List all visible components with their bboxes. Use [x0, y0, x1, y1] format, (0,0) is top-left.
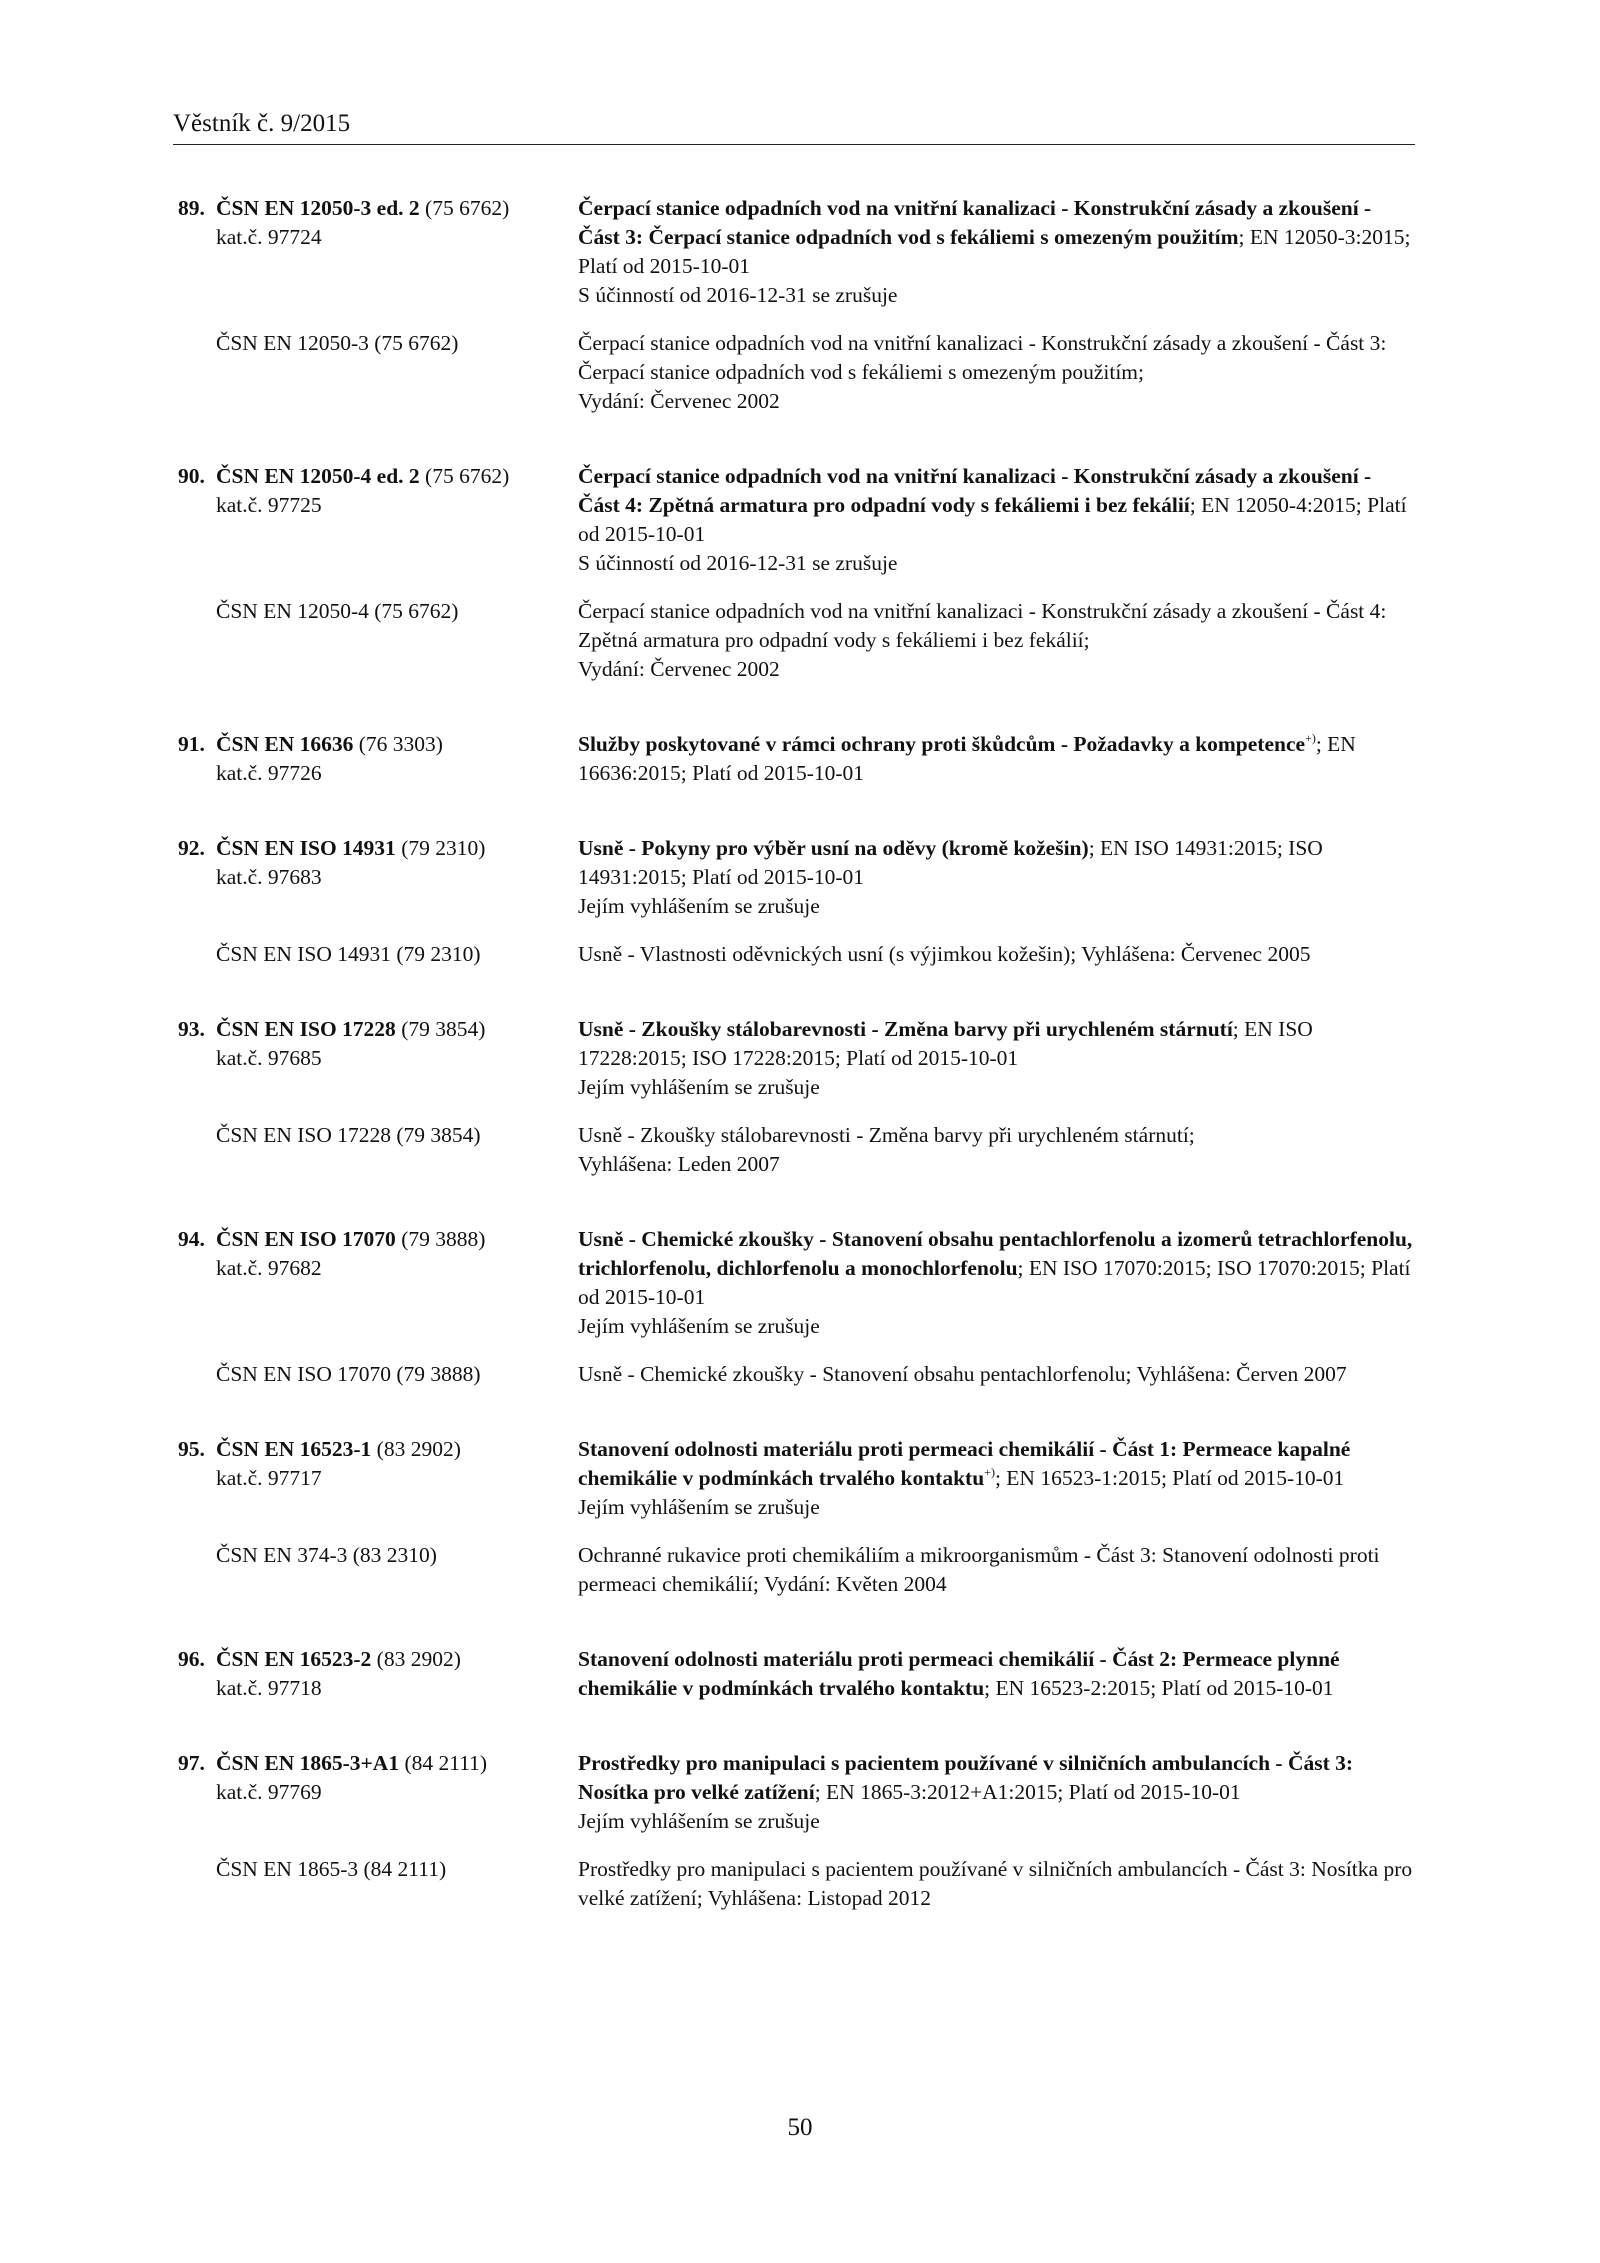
classification-code: (76 3303) [353, 732, 443, 756]
footnote-marker: +) [1305, 731, 1316, 745]
entry-number: 89. [178, 196, 205, 220]
standard-entry [178, 1749, 1418, 1913]
classification-code: (84 2111) [399, 1751, 488, 1775]
entry-number: 92. [178, 836, 205, 860]
standard-title-line [578, 1225, 1418, 1312]
new-standard-row [178, 834, 1418, 921]
replaced-description [578, 1121, 1418, 1179]
new-standard-row [178, 194, 1418, 310]
classification-code: (83 2902) [371, 1647, 461, 1671]
replaced-standard-row [178, 1360, 1418, 1389]
new-standard-row [178, 1435, 1418, 1522]
csn-code: ČSN EN 16523-2 [216, 1647, 372, 1671]
replaced-description [578, 940, 1418, 969]
standard-entry [178, 462, 1418, 684]
replaced-standard-ref: ČSN EN 12050-3 (75 6762) [216, 331, 459, 355]
new-standard-row [178, 462, 1418, 578]
standard-title-line [578, 462, 1418, 549]
designation-line [178, 462, 578, 491]
standard-designation [178, 462, 578, 520]
catalog-number: kat.č. 97717 [216, 1466, 322, 1490]
replaced-designation [178, 1855, 578, 1884]
designation-line [178, 834, 578, 863]
replaced-designation [178, 1121, 578, 1150]
replaced-standard-ref: ČSN EN 1865-3 (84 2111) [216, 1857, 447, 1881]
catalog-number: kat.č. 97683 [216, 865, 322, 889]
standards-list [178, 194, 1418, 1959]
standard-entry [178, 834, 1418, 969]
replacement-note: Jejím vyhlášením se zrušuje [578, 894, 820, 918]
classification-code: (75 6762) [419, 464, 510, 488]
replaced-standard-text: Usně - Chemické zkoušky - Stanovení obsahu pentachlorfenolu; Vyhlášena: Červen 2007 [578, 1362, 1347, 1386]
replaced-description [578, 597, 1418, 684]
replaced-standard-text: Usně - Zkoušky stálobarevnosti - Změna barvy při urychleném stárnutí; [578, 1123, 1195, 1147]
catalog-number: kat.č. 97685 [216, 1046, 322, 1070]
standard-title: Prostředky pro manipulaci s pacientem používané v silničních ambulancích - Část 3: Nosítka pro velké zatížení [578, 1751, 1354, 1804]
standard-title: Stanovení odolnosti materiálu proti permeaci chemikálií - Část 2: Permeace plynné chemikálie v podmínkách trvalého kontaktu [578, 1647, 1340, 1700]
footnote-marker: +) [984, 1465, 995, 1479]
replaced-standard-text: Usně - Vlastnosti oděvnických usní (s výjimkou kožešin); Vyhlášena: Červenec 2005 [578, 942, 1311, 966]
standard-designation [178, 730, 578, 788]
csn-code: ČSN EN ISO 17228 [216, 1017, 396, 1041]
standard-description [578, 730, 1418, 788]
new-standard-row [178, 730, 1418, 788]
designation-line [178, 194, 578, 223]
new-standard-row [178, 1749, 1418, 1836]
header-divider [173, 144, 1415, 145]
standard-info: ; EN 12050-3:2015; Platí od 2015-10-01 [578, 225, 1411, 278]
replaced-standard-row [178, 1855, 1418, 1913]
standard-designation [178, 194, 578, 252]
standard-info: ; EN ISO 17228:2015; ISO 17228:2015; Platí od 2015-10-01 [578, 1017, 1313, 1070]
catalog-number: kat.č. 97769 [216, 1780, 322, 1804]
new-standard-row [178, 1225, 1418, 1341]
replaced-standard-row [178, 940, 1418, 969]
replaced-standard-ref: ČSN EN ISO 14931 (79 2310) [216, 942, 481, 966]
standard-info: ; EN ISO 14931:2015; ISO 14931:2015; Platí od 2015-10-01 [578, 836, 1323, 889]
replaced-standard-row [178, 329, 1418, 416]
standard-description [578, 834, 1418, 921]
catalog-number: kat.č. 97718 [216, 1676, 322, 1700]
replaced-standard-row [178, 1121, 1418, 1179]
standard-entry [178, 1435, 1418, 1599]
replaced-designation [178, 329, 578, 358]
standard-title-line [578, 1645, 1418, 1703]
standard-description [578, 1435, 1418, 1522]
standard-title: Usně - Chemické zkoušky - Stanovení obsahu pentachlorfenolu a izomerů tetrachlorfenolu, trichlorfenolu, dichlorfenolu a monochlorfenolu [578, 1227, 1413, 1280]
standard-title: Stanovení odolnosti materiálu proti permeaci chemikálií - Část 1: Permeace kapalné chemikálie v podmínkách trvalého kontaktu [578, 1437, 1351, 1490]
replaced-description [578, 1541, 1418, 1599]
csn-code: ČSN EN 12050-3 ed. 2 [216, 196, 420, 220]
catalog-number: kat.č. 97725 [216, 493, 322, 517]
standard-designation [178, 1749, 578, 1807]
classification-code: (79 3854) [395, 1017, 486, 1041]
replacement-note: S účinností od 2016-12-31 se zrušuje [578, 551, 898, 575]
standard-info: ; EN 16636:2015; Platí od 2015-10-01 [578, 732, 1356, 785]
entry-number: 97. [178, 1751, 205, 1775]
standard-entry [178, 730, 1418, 788]
standard-title: Čerpací stanice odpadních vod na vnitřní kanalizaci - Konstrukční zásady a zkoušení - Část 4: Zpětná armatura pro odpadní vody s fekáliemi i bez fekálií [578, 464, 1372, 517]
standard-designation [178, 1435, 578, 1493]
standard-title: Čerpací stanice odpadních vod na vnitřní kanalizaci - Konstrukční zásady a zkoušení - Část 3: Čerpací stanice odpadních vod s fekáliemi s omezeným použitím [578, 196, 1372, 249]
replaced-designation [178, 940, 578, 969]
catalog-number: kat.č. 97682 [216, 1256, 322, 1280]
new-standard-row [178, 1015, 1418, 1102]
replacement-note: Jejím vyhlášením se zrušuje [578, 1809, 820, 1833]
entry-number: 95. [178, 1437, 205, 1461]
entry-number: 96. [178, 1647, 205, 1671]
standard-description [578, 1645, 1418, 1703]
standard-info: ; EN 16523-1:2015; Platí od 2015-10-01 [994, 1466, 1345, 1490]
new-standard-row [178, 1645, 1418, 1703]
standard-designation [178, 1645, 578, 1703]
replaced-issue-date: Vydání: Červenec 2002 [578, 389, 780, 413]
replaced-standard-text: Prostředky pro manipulaci s pacientem používané v silničních ambulancích - Část 3: Nosítka pro velké zatížení; Vyhlášena: Listopad 2012 [578, 1857, 1413, 1910]
standard-description [578, 1225, 1418, 1341]
standard-designation [178, 1225, 578, 1283]
designation-line [178, 1015, 578, 1044]
entry-number: 94. [178, 1227, 205, 1251]
standard-title: Usně - Zkoušky stálobarevnosti - Změna barvy při urychleném stárnutí [578, 1017, 1233, 1041]
replaced-standard-text: Ochranné rukavice proti chemikáliím a mikroorganismům - Část 3: Stanovení odolnosti proti permeaci chemikálií; Vydání: Květen 2004 [578, 1543, 1380, 1596]
replaced-designation [178, 1541, 578, 1570]
standard-description [578, 194, 1418, 310]
page-header-title: Věstník č. 9/2015 [173, 110, 351, 137]
standard-info: ; EN 12050-4:2015; Platí od 2015-10-01 [578, 493, 1407, 546]
designation-line [178, 1645, 578, 1674]
classification-code: (83 2902) [371, 1437, 461, 1461]
standard-title-line [578, 1435, 1418, 1493]
replacement-note: Jejím vyhlášením se zrušuje [578, 1314, 820, 1338]
standard-title-line [578, 730, 1418, 788]
csn-code: ČSN EN 12050-4 ed. 2 [216, 464, 420, 488]
standard-title: Služby poskytované v rámci ochrany proti škůdcům - Požadavky a kompetence [578, 732, 1306, 756]
standard-entry [178, 1645, 1418, 1703]
standard-designation [178, 1015, 578, 1073]
replacement-note: S účinností od 2016-12-31 se zrušuje [578, 283, 898, 307]
replaced-standard-text: Čerpací stanice odpadních vod na vnitřní kanalizaci - Konstrukční zásady a zkoušení - Část 4: Zpětná armatura pro odpadní vody s fekáliemi i bez fekálií; [578, 599, 1387, 652]
replaced-standard-row [178, 1541, 1418, 1599]
standard-info: ; EN ISO 17070:2015; ISO 17070:2015; Platí od 2015-10-01 [578, 1256, 1411, 1309]
standard-info: ; EN 16523-2:2015; Platí od 2015-10-01 [984, 1676, 1334, 1700]
standard-title-line [578, 1015, 1418, 1073]
replaced-standard-ref: ČSN EN 374-3 (83 2310) [216, 1543, 437, 1567]
replaced-standard-row [178, 597, 1418, 684]
replaced-issue-date: Vydání: Červenec 2002 [578, 657, 780, 681]
replaced-standard-ref: ČSN EN ISO 17070 (79 3888) [216, 1362, 481, 1386]
standard-entry [178, 1225, 1418, 1389]
designation-line [178, 1749, 578, 1778]
replaced-standard-ref: ČSN EN ISO 17228 (79 3854) [216, 1123, 481, 1147]
csn-code: ČSN EN 16523-1 [216, 1437, 372, 1461]
replaced-standard-text: Čerpací stanice odpadních vod na vnitřní kanalizaci - Konstrukční zásady a zkoušení - Část 3: Čerpací stanice odpadních vod s fekáliemi s omezeným použitím; [578, 331, 1387, 384]
entry-number: 91. [178, 732, 205, 756]
replaced-description [578, 1855, 1418, 1913]
designation-line [178, 1435, 578, 1464]
page-number: 50 [787, 2114, 813, 2141]
standard-title-line [578, 1749, 1418, 1807]
entry-number: 90. [178, 464, 205, 488]
standard-entry [178, 1015, 1418, 1179]
replaced-issue-date: Vyhlášena: Leden 2007 [578, 1152, 780, 1176]
standard-info: ; EN 1865-3:2012+A1:2015; Platí od 2015-10-01 [814, 1780, 1241, 1804]
designation-line [178, 730, 578, 759]
replaced-standard-ref: ČSN EN 12050-4 (75 6762) [216, 599, 459, 623]
standard-description [578, 1015, 1418, 1102]
standard-description [578, 462, 1418, 578]
classification-code: (79 3888) [395, 1227, 486, 1251]
csn-code: ČSN EN 16636 [216, 732, 354, 756]
classification-code: (75 6762) [419, 196, 510, 220]
standard-title-line [578, 834, 1418, 892]
entry-number: 93. [178, 1017, 205, 1041]
catalog-number: kat.č. 97724 [216, 225, 322, 249]
standard-title-line [578, 194, 1418, 281]
standard-designation [178, 834, 578, 892]
replaced-designation [178, 597, 578, 626]
csn-code: ČSN EN ISO 17070 [216, 1227, 396, 1251]
csn-code: ČSN EN 1865-3+A1 [216, 1751, 400, 1775]
standard-description [578, 1749, 1418, 1836]
csn-code: ČSN EN ISO 14931 [216, 836, 396, 860]
standard-entry [178, 194, 1418, 416]
standard-title: Usně - Pokyny pro výběr usní na oděvy (kromě kožešin) [578, 836, 1089, 860]
replaced-designation [178, 1360, 578, 1389]
replacement-note: Jejím vyhlášením se zrušuje [578, 1075, 820, 1099]
replaced-description [578, 329, 1418, 416]
designation-line [178, 1225, 578, 1254]
replaced-description [578, 1360, 1418, 1389]
catalog-number: kat.č. 97726 [216, 761, 322, 785]
replacement-note: Jejím vyhlášením se zrušuje [578, 1495, 820, 1519]
classification-code: (79 2310) [395, 836, 486, 860]
